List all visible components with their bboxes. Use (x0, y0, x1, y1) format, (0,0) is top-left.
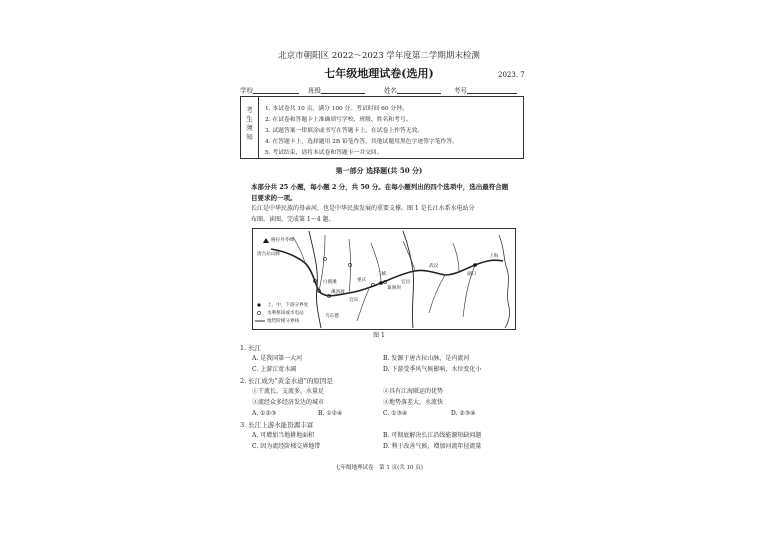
exam-no-label: 考号 (454, 86, 467, 95)
tributary (429, 275, 445, 313)
legend-division: 上、中、下游分界处 (267, 303, 309, 308)
map-label: 上海 (489, 254, 499, 259)
name-label: 姓名 (384, 86, 397, 95)
section-intro: 目要求的一项。 (251, 194, 297, 202)
question-1-stem: 1. 长江 (240, 344, 262, 352)
figure-caption: 图 1 (373, 332, 385, 339)
map-label: 白鹤滩 (323, 280, 337, 285)
tributary (453, 243, 459, 273)
q3-option-b: B. 可彻底解决长江沿线能源短缺问题 (383, 432, 482, 439)
peak-icon (263, 238, 269, 243)
map-label: 唐古拉山脉 (257, 252, 280, 257)
legend-boundary: 地势阶梯分界线 (267, 319, 300, 324)
question-2-stem: 2. 长江成为“黄金水道”的原因是 (240, 377, 333, 385)
division-point-yichang (379, 281, 383, 285)
legend-division-icon (257, 303, 260, 306)
map-label: 宜昌 (401, 280, 411, 285)
q2-statement-4: ④地势落差大，水流快 (383, 399, 444, 406)
exam-no-field (454, 86, 517, 94)
notice-box (240, 96, 524, 159)
question-3-stem: 3. 长江上游水能资源丰富 (240, 421, 314, 429)
hydropower-station (348, 263, 351, 266)
passage: 长江是中华民族的母亲河，也是中华民族发展的重要支撑。图 1 是长江水系水电站分 (251, 205, 475, 212)
coastline (499, 235, 510, 328)
q3-option-a: A. 可增加当地耕地面积 (252, 432, 315, 439)
exam-header: 北京市朝阳区 2022～2023 学年度第二学期期末检测 (278, 51, 480, 61)
tributary (403, 241, 415, 271)
q3-option-d: D. 利于改善气候，增加河流年径流量 (383, 443, 482, 450)
section-intro: 本部分共 25 小题，每小题 2 分，共 50 分。在每小题列出的四个选项中，选出最符合题 (251, 183, 509, 191)
q1-option-a: A. 是我国第一大河 (252, 355, 303, 362)
notice-item: 4. 在答题卡上，选择题用 2B 铅笔作答，其他试题用黑色字迹签字笔作答。 (265, 139, 458, 145)
page-footer: 七年级地理试卷 第 1 页(共 10 页) (335, 465, 423, 471)
q2-statement-1: ①干流长，支流多，水量足 (252, 388, 325, 395)
tributary (357, 289, 369, 321)
yangtze-map (252, 228, 516, 330)
tributary (371, 243, 381, 283)
class-label: 班级 (308, 86, 321, 95)
q1-option-b: B. 发源于唐古拉山脉，是内流河 (383, 355, 470, 362)
school-field (240, 86, 299, 94)
legend-station: 水利枢纽或水电站 (267, 311, 304, 316)
name-field (384, 86, 441, 94)
map-label: 乌东德 (325, 314, 339, 319)
q2-statement-3: ③流经众多经济发达的城市 (252, 399, 325, 406)
map-label: 武汉 (429, 264, 439, 269)
q2-option-d: D. ②③④ (451, 410, 476, 417)
notice-item: 1. 本试卷共 10 页，满分 100 分。考试时间 60 分钟。 (265, 106, 408, 112)
tributary (349, 239, 351, 293)
map-label: 重庆 (357, 278, 367, 283)
notice-label: 考 生 须 知 (241, 97, 259, 158)
notice-item: 5. 考试结束，请将本试卷和答题卡一并交回。 (265, 150, 383, 156)
school-label: 学校 (240, 86, 253, 95)
paper-title: 七年级地理试卷(选用) (324, 67, 434, 80)
exam-date: 2023. 7 (498, 71, 525, 79)
q2-statement-2: ②具有江海联运的优势 (383, 388, 444, 395)
q2-option-b: B. ①②④ (318, 410, 343, 417)
passage: 布图。读图，完成第 1～4 题。 (251, 216, 335, 223)
map-label: 宜宾 (349, 298, 359, 303)
q1-option-d: D. 下游受季风气候影响，水位变化小 (383, 366, 482, 373)
class-field (308, 86, 365, 94)
division-point-hukou (473, 263, 477, 267)
legend-station-icon (257, 311, 260, 314)
map-label: 湖口 (467, 272, 477, 277)
map-label: 格拉丹冬峰 (271, 238, 294, 243)
map-label: 葛洲坝 (387, 286, 401, 291)
section-title: 第一部分 选择题(共 50 分) (335, 166, 423, 175)
q2-option-c: C. ①③④ (383, 410, 408, 417)
notice-item: 2. 在试卷和答题卡上准确填写学校、班级、姓名和考号。 (265, 117, 412, 123)
map-label: 三峡 (377, 272, 387, 277)
notice-item: 3. 试题答案一律填涂或书写在答题卡上，在试卷上作答无效。 (265, 128, 424, 134)
map-label: 溪洛渡 (331, 290, 345, 295)
q2-option-a: A. ①②③ (252, 410, 277, 417)
q3-option-c: C. 因为流经阶梯交界地带 (252, 443, 321, 450)
q1-option-c: C. 上游江宽水阔 (252, 366, 297, 373)
